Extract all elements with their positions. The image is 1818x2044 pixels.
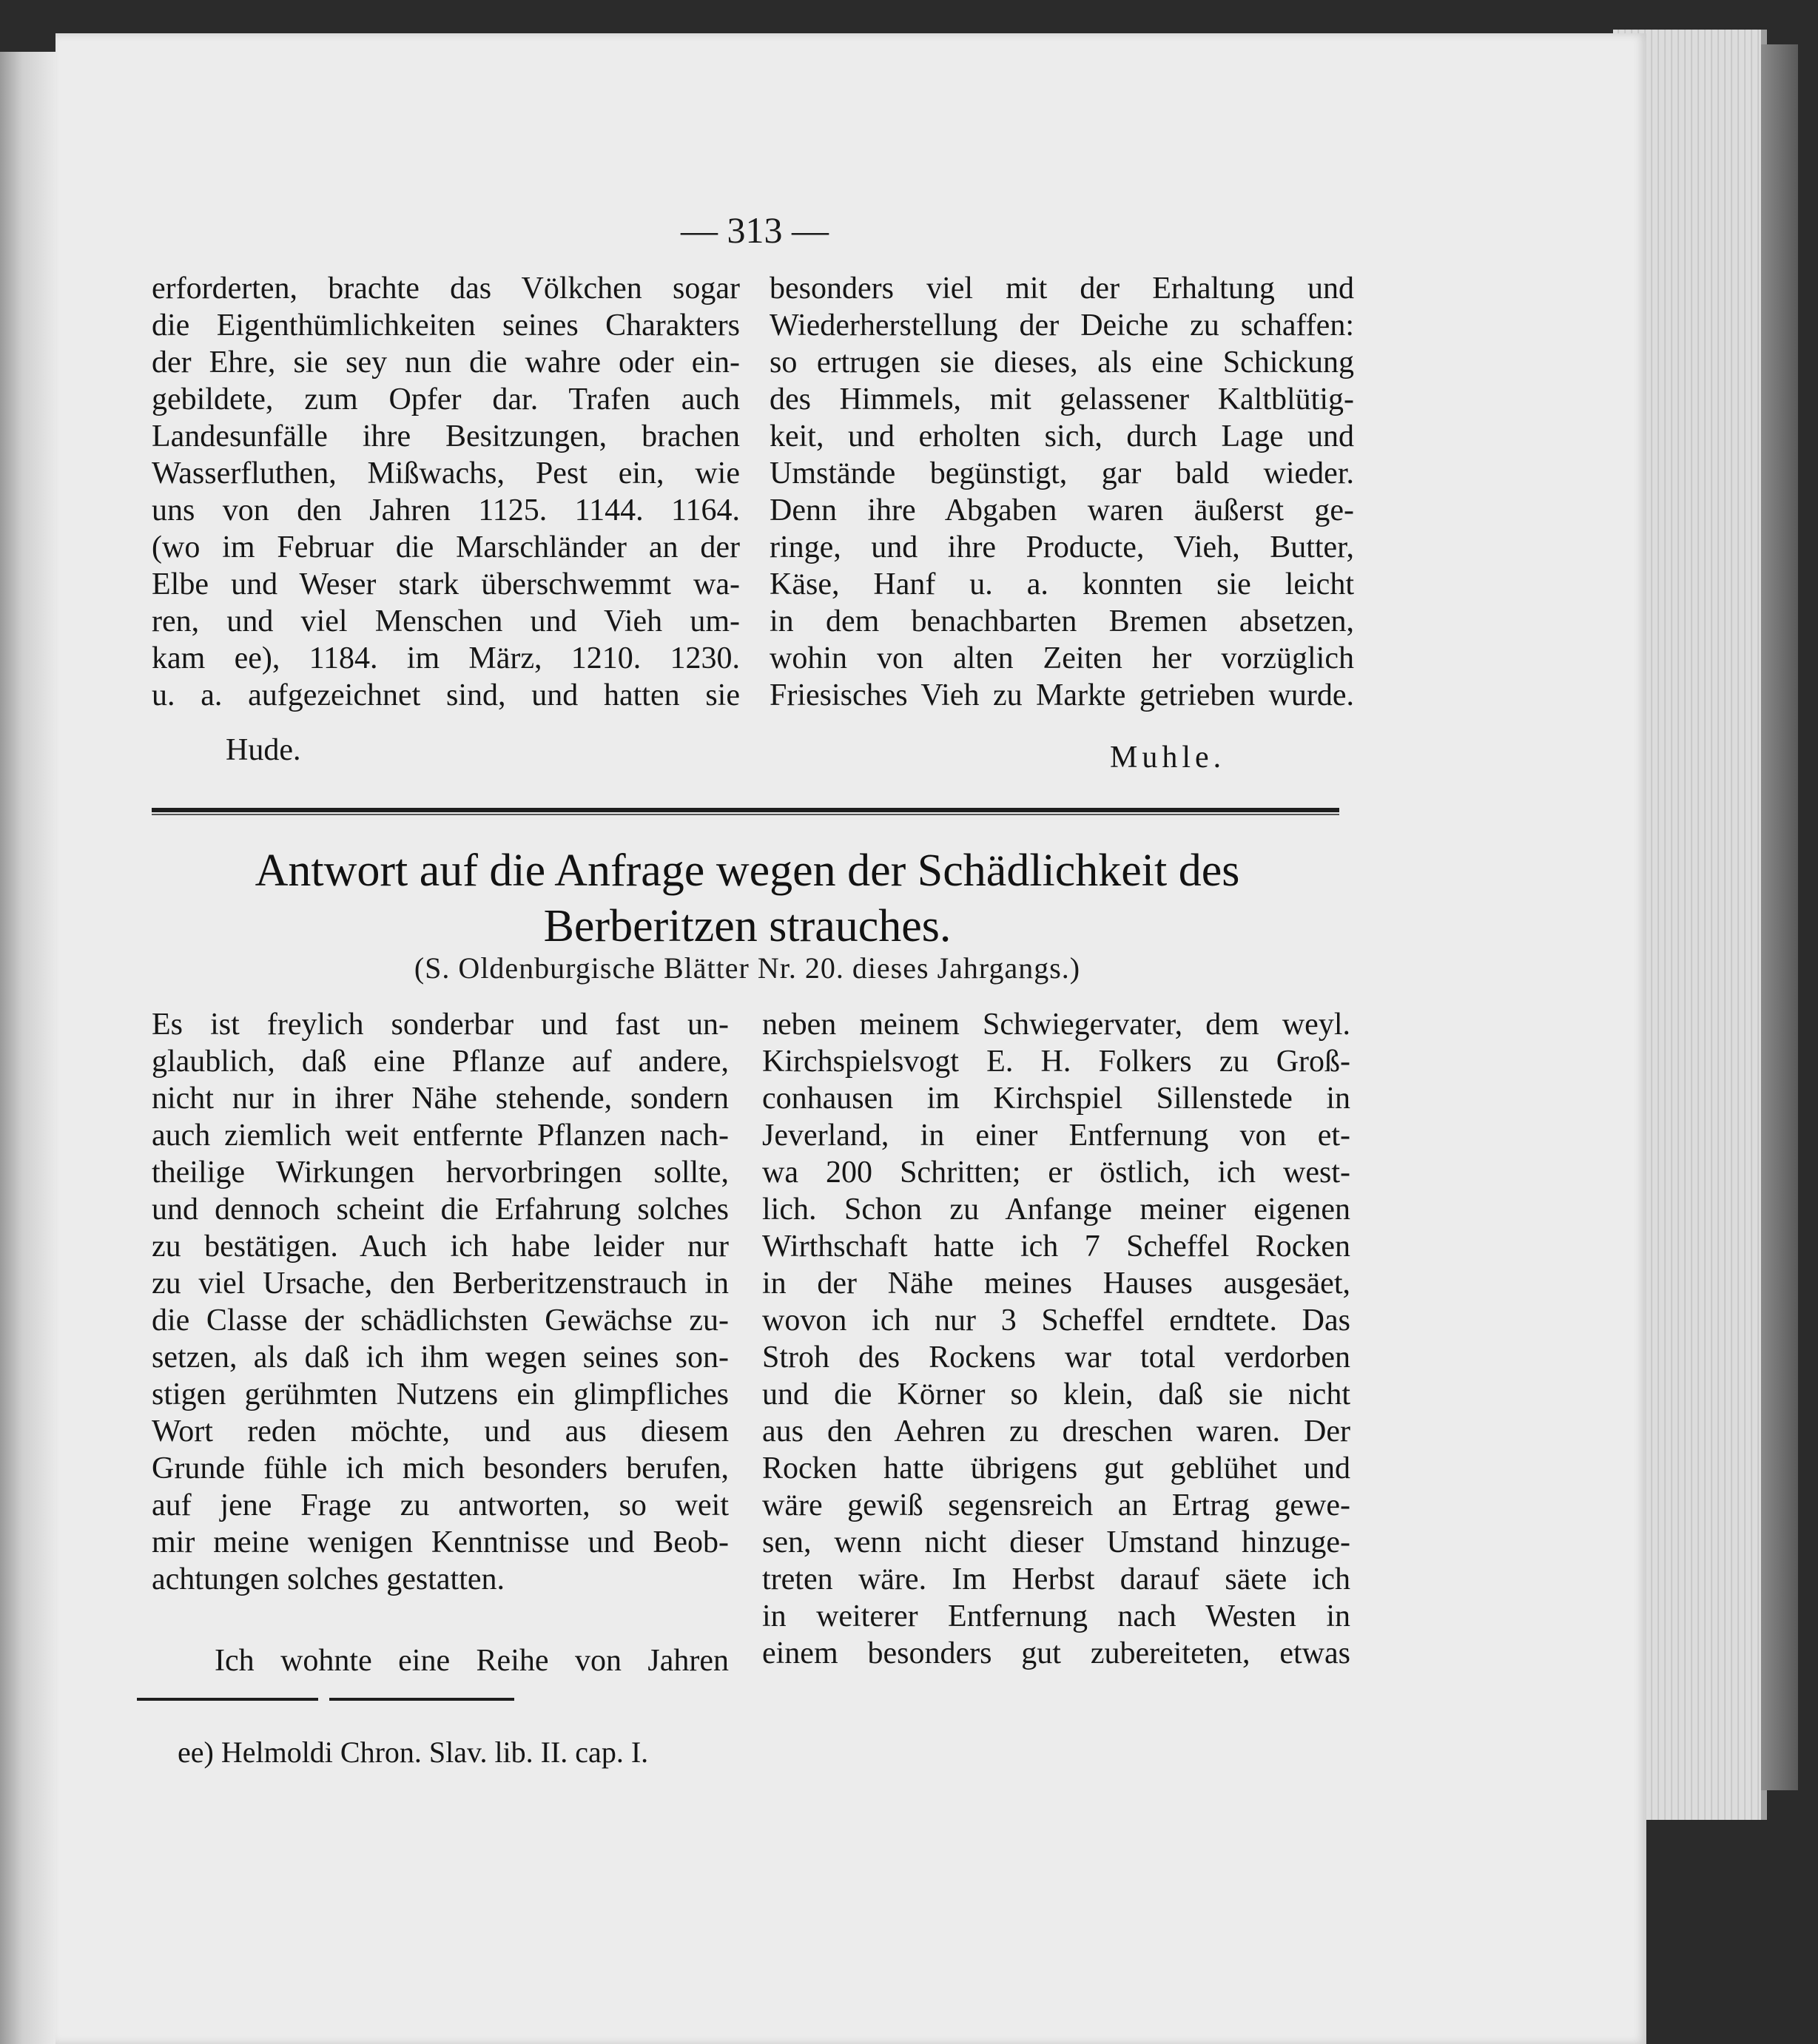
footnote-rule <box>137 1698 318 1701</box>
text-line: keit, und erholten sich, durch Lage und <box>770 419 1354 453</box>
text-line: Friesisches Vieh zu Markte getrieben wurde. <box>770 678 1354 712</box>
text-line: stigen gerühmten Nutzens ein glimpfliches <box>152 1377 729 1411</box>
text-line: Landesunfälle ihre Besitzungen, brachen <box>152 419 740 453</box>
text-line: uns von den Jahren 1125. 1144. 1164. <box>152 493 740 527</box>
text-line: der Ehre, sie sey nun die wahre oder ein- <box>152 345 740 380</box>
article-source: (S. Oldenburgische Blätter Nr. 20. dieses Jahrgangs.) <box>414 951 1081 985</box>
text-line: neben meinem Schwiegervater, dem weyl. <box>762 1008 1350 1042</box>
text-line: wovon ich nur 3 Scheffel erndtete. Das <box>762 1303 1350 1338</box>
text-line: lich. Schon zu Anfange meiner eigenen <box>762 1193 1350 1227</box>
text-line: zu viel Ursache, den Berberitzenstrauch in <box>152 1266 729 1301</box>
text-line: besonders viel mit der Erhaltung und <box>770 271 1354 306</box>
text-line: in weiterer Entfernung nach Westen in <box>762 1599 1350 1633</box>
text-line: zu bestätigen. Auch ich habe leider nur <box>152 1230 729 1264</box>
text-line: setzen, als daß ich ihm wegen seines son- <box>152 1340 729 1375</box>
text-line: Umstände begünstigt, gar bald wieder. <box>770 456 1354 490</box>
text-line: erforderten, brachte das Völkchen sogar <box>152 271 740 306</box>
text-line: Ich wohnte eine Reihe von Jahren <box>215 1644 729 1678</box>
text-line: gebildete, zum Opfer dar. Trafen auch <box>152 382 740 416</box>
section-rule <box>152 808 1339 812</box>
bottom-left-column <box>152 1006 729 1679</box>
text-line: ringe, und ihre Producte, Vieh, Butter, <box>770 530 1354 564</box>
text-line: und dennoch scheint die Erfahrung solches <box>152 1193 729 1227</box>
text-line: wäre gewiß segensreich an Ertrag gewe- <box>762 1488 1350 1522</box>
text-line: kam ee), 1184. im März, 1210. 1230. <box>152 641 740 675</box>
text-line: wohin von alten Zeiten her vorzüglich <box>770 641 1354 675</box>
text-line: theilige Wirkungen hervorbringen sollte, <box>152 1156 729 1190</box>
text-line: (wo im Februar die Marschländer an der <box>152 530 740 564</box>
text-line: achtungen solches gestatten. <box>152 1562 505 1596</box>
text-line: mir meine wenigen Kenntnisse und Beob- <box>152 1525 729 1559</box>
footnote: ee) Helmoldi Chron. Slav. lib. II. cap. I. <box>178 1736 649 1769</box>
text-line: Jeverland, in einer Entfernung von et- <box>762 1119 1350 1153</box>
text-line: Kirchspielsvogt E. H. Folkers zu Groß- <box>762 1045 1350 1079</box>
text-line: Es ist freylich sonderbar und fast un- <box>152 1008 729 1042</box>
text-line: auch ziemlich weit entfernte Pflanzen nach- <box>152 1119 729 1153</box>
text-line: Denn ihre Abgaben waren äußerst ge- <box>770 493 1354 527</box>
text-line: Grunde fühle ich mich besonders berufen, <box>152 1451 729 1485</box>
text-line: Wirthschaft hatte ich 7 Scheffel Rocken <box>762 1230 1350 1264</box>
article-heading: Antwort auf die Anfrage wegen der Schädlichkeit des Berberitzen strauches. <box>255 846 1240 951</box>
page-stack-shadow <box>1761 44 1798 1790</box>
text-line: die Classe der schädlichsten Gewächse zu- <box>152 1303 729 1338</box>
text-line: Elbe und Weser stark überschwemmt wa- <box>152 567 740 601</box>
text-line: Wiederherstellung der Deiche zu schaffen: <box>770 308 1354 343</box>
text-line: die Eigenthümlichkeiten seines Charakters <box>152 308 740 343</box>
text-line: nicht nur in ihrer Nähe stehende, sondern <box>152 1082 729 1116</box>
text-line: des Himmels, mit gelassener Kaltblütig- <box>770 382 1354 416</box>
text-line: auf jene Frage zu antworten, so weit <box>152 1488 729 1522</box>
text-line: einem besonders gut zubereiteten, etwas <box>762 1636 1350 1670</box>
text-line: so ertrugen sie dieses, als eine Schickung <box>770 345 1354 380</box>
text-line: und die Körner so klein, daß sie nicht <box>762 1377 1350 1411</box>
text-line: Käse, Hanf u. a. konnten sie leicht <box>770 567 1354 601</box>
text-line: in dem benachbarten Bremen absetzen, <box>770 604 1354 638</box>
footnote-rule <box>329 1698 514 1701</box>
text-line: Wasserfluthen, Mißwachs, Pest ein, wie <box>152 456 740 490</box>
text-line: treten wäre. Im Herbst darauf säete ich <box>762 1562 1350 1596</box>
signature-hude: Hude. <box>226 733 301 767</box>
text-line: in der Nähe meines Hauses ausgesäet, <box>762 1266 1350 1301</box>
signature-muhle: Muhle. <box>1110 741 1226 775</box>
text-line: conhausen im Kirchspiel Sillenstede in <box>762 1082 1350 1116</box>
text-line: Stroh des Rockens war total verdorben <box>762 1340 1350 1375</box>
left-page-edge <box>0 52 55 2044</box>
bottom-right-column <box>762 1006 1350 1672</box>
top-left-column <box>152 270 740 714</box>
section-rule-thin <box>152 814 1339 815</box>
page-number: — 313 — <box>681 209 829 251</box>
paragraph-gap <box>152 1598 729 1642</box>
text-line: ren, und viel Menschen und Vieh um- <box>152 604 740 638</box>
top-right-column <box>770 270 1354 714</box>
text-line: glaublich, daß eine Pflanze auf andere, <box>152 1045 729 1079</box>
text-line: sen, wenn nicht dieser Umstand hinzuge- <box>762 1525 1350 1559</box>
text-line: Wort reden möchte, und aus diesem <box>152 1414 729 1448</box>
text-line: u. a. aufgezeichnet sind, und hatten sie <box>152 678 740 712</box>
text-line: Rocken hatte übrigens gut geblühet und <box>762 1451 1350 1485</box>
text-line: wa 200 Schritten; er östlich, ich west- <box>762 1156 1350 1190</box>
text-line: aus den Aehren zu dreschen waren. Der <box>762 1414 1350 1448</box>
